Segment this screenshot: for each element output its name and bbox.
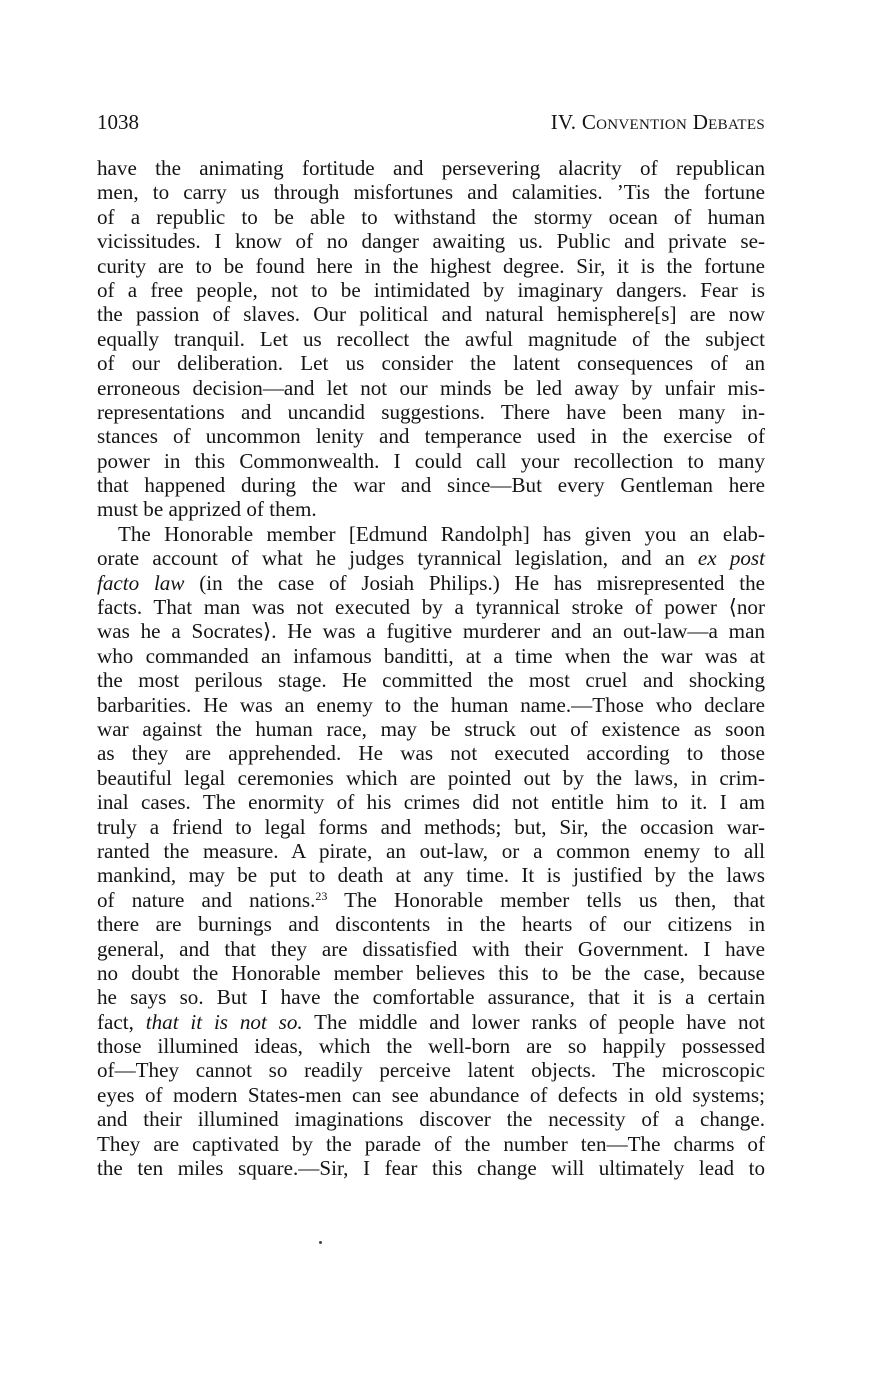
text-line: no doubt the Honorable member believes this to be the case, because bbox=[97, 960, 765, 985]
text-line: have the animating fortitude and persevering alacrity of republican bbox=[97, 156, 765, 180]
text-run: The middle and lower ranks of people have not bbox=[302, 1009, 765, 1034]
text-line: of—They cannot so readily perceive latent objects. The microscopic bbox=[97, 1058, 765, 1083]
text-line: was he a Socrates⟩. He was a fugitive murderer and an out-law—a man bbox=[97, 619, 765, 644]
text-line: the passion of slaves. Our political and natural hemisphere[s] are now bbox=[97, 302, 765, 327]
text-line: the ten miles square.—Sir, I fear this change will ultimately lead to bbox=[97, 1156, 765, 1181]
text-line: stances of uncommon lenity and temperance used in the exercise of bbox=[97, 424, 765, 449]
text-line: barbarities. He was an enemy to the human name.—Those who declare bbox=[97, 692, 765, 717]
section-title-text: Convention Debates bbox=[581, 110, 765, 134]
text-run: The Honorable member tells us then, that bbox=[327, 887, 765, 912]
text-line: general, and that they are dissatisfied with their Government. I have bbox=[97, 936, 765, 961]
text-line: mankind, may be put to death at any time. It is justified by the laws bbox=[97, 863, 765, 888]
text-line: ranted the measure. A pirate, an out-law, or a common enemy to all bbox=[97, 838, 765, 863]
text-line: power in this Commonwealth. I could call your recollection to many bbox=[97, 448, 765, 473]
text-line: and their illumined imaginations discover the necessity of a change. bbox=[97, 1107, 765, 1132]
text-line: inal cases. The enormity of his crimes did not entitle him to it. I am bbox=[97, 790, 765, 815]
text-line: erroneous decision—and let not our minds be led away by unfair mis- bbox=[97, 375, 765, 400]
paragraph-1 bbox=[97, 156, 765, 522]
section-title bbox=[551, 107, 765, 137]
text-line: beautiful legal ceremonies which are pointed out by the laws, in crim- bbox=[97, 765, 765, 790]
text-line: truly a friend to legal forms and methods; but, Sir, the occasion war- bbox=[97, 814, 765, 839]
paragraph-2 bbox=[97, 522, 765, 1181]
text-line: curity are to be found here in the highest degree. Sir, it is the fortune bbox=[97, 253, 765, 278]
italic-text: that it is not so. bbox=[145, 1009, 303, 1034]
text-line: who commanded an infamous banditti, at a time when the war was at bbox=[97, 643, 765, 668]
text-line: he says so. But I have the comfortable assurance, that it is a certain bbox=[97, 985, 765, 1010]
italic-text: facto law bbox=[97, 570, 185, 595]
text-line: They are captivated by the parade of the number ten—The charms of bbox=[97, 1131, 765, 1156]
text-run: orate account of what he judges tyrannical legislation, and an bbox=[97, 546, 698, 571]
footnote-reference: 23 bbox=[315, 888, 328, 903]
text-run: fact, bbox=[97, 1009, 146, 1034]
text-line bbox=[97, 888, 765, 912]
text-line: those illumined ideas, which the well-born are so happily possessed bbox=[97, 1034, 765, 1059]
page-number: 1038 bbox=[97, 110, 139, 134]
italic-text: ex post bbox=[697, 546, 765, 571]
text-line: vicissitudes. I know of no danger awaiting us. Public and private se- bbox=[97, 229, 765, 254]
text-line: of our deliberation. Let us consider the latent consequences of an bbox=[97, 351, 765, 376]
text-line: men, to carry us through misfortunes and calamities. ’Tis the fortune bbox=[97, 180, 765, 205]
text-line: of a republic to be able to withstand the stormy ocean of human bbox=[97, 204, 765, 229]
text-line: the most perilous stage. He committed the most cruel and shocking bbox=[97, 668, 765, 693]
body-text bbox=[97, 156, 765, 1180]
text-line: there are burnings and discontents in the hearts of our citizens in bbox=[97, 912, 765, 937]
text-line: equally tranquil. Let us recollect the awful magnitude of the subject bbox=[97, 326, 765, 351]
text-line: The Honorable member [Edmund Randolph] has given you an elab- bbox=[118, 521, 765, 546]
text-line: as they are apprehended. He was not executed according to those bbox=[97, 741, 765, 766]
text-line: representations and uncandid suggestions. There have been many in- bbox=[97, 399, 765, 424]
text-line bbox=[97, 546, 765, 570]
section-numeral: IV. bbox=[550, 110, 582, 134]
paper-speck bbox=[319, 1241, 322, 1244]
text-line: of a free people, not to be intimidated by imaginary dangers. Fear is bbox=[97, 277, 765, 302]
text-line: war against the human race, may be struck out of existence as soon bbox=[97, 716, 765, 741]
running-head bbox=[97, 107, 765, 137]
text-run: (in the case of Josiah Philips.) He has misrepresented the bbox=[184, 570, 765, 595]
text-line: must be apprized of them. bbox=[97, 497, 317, 522]
text-line: facts. That man was not executed by a tyrannical stroke of power ⟨nor bbox=[97, 595, 765, 620]
text-line bbox=[97, 1010, 765, 1034]
text-line: eyes of modern States-men can see abundance of defects in old systems; bbox=[97, 1082, 765, 1107]
text-line: that happened during the war and since—But every Gentleman here bbox=[97, 473, 765, 498]
text-run: of nature and nations. bbox=[97, 887, 316, 912]
text-line bbox=[97, 571, 765, 595]
